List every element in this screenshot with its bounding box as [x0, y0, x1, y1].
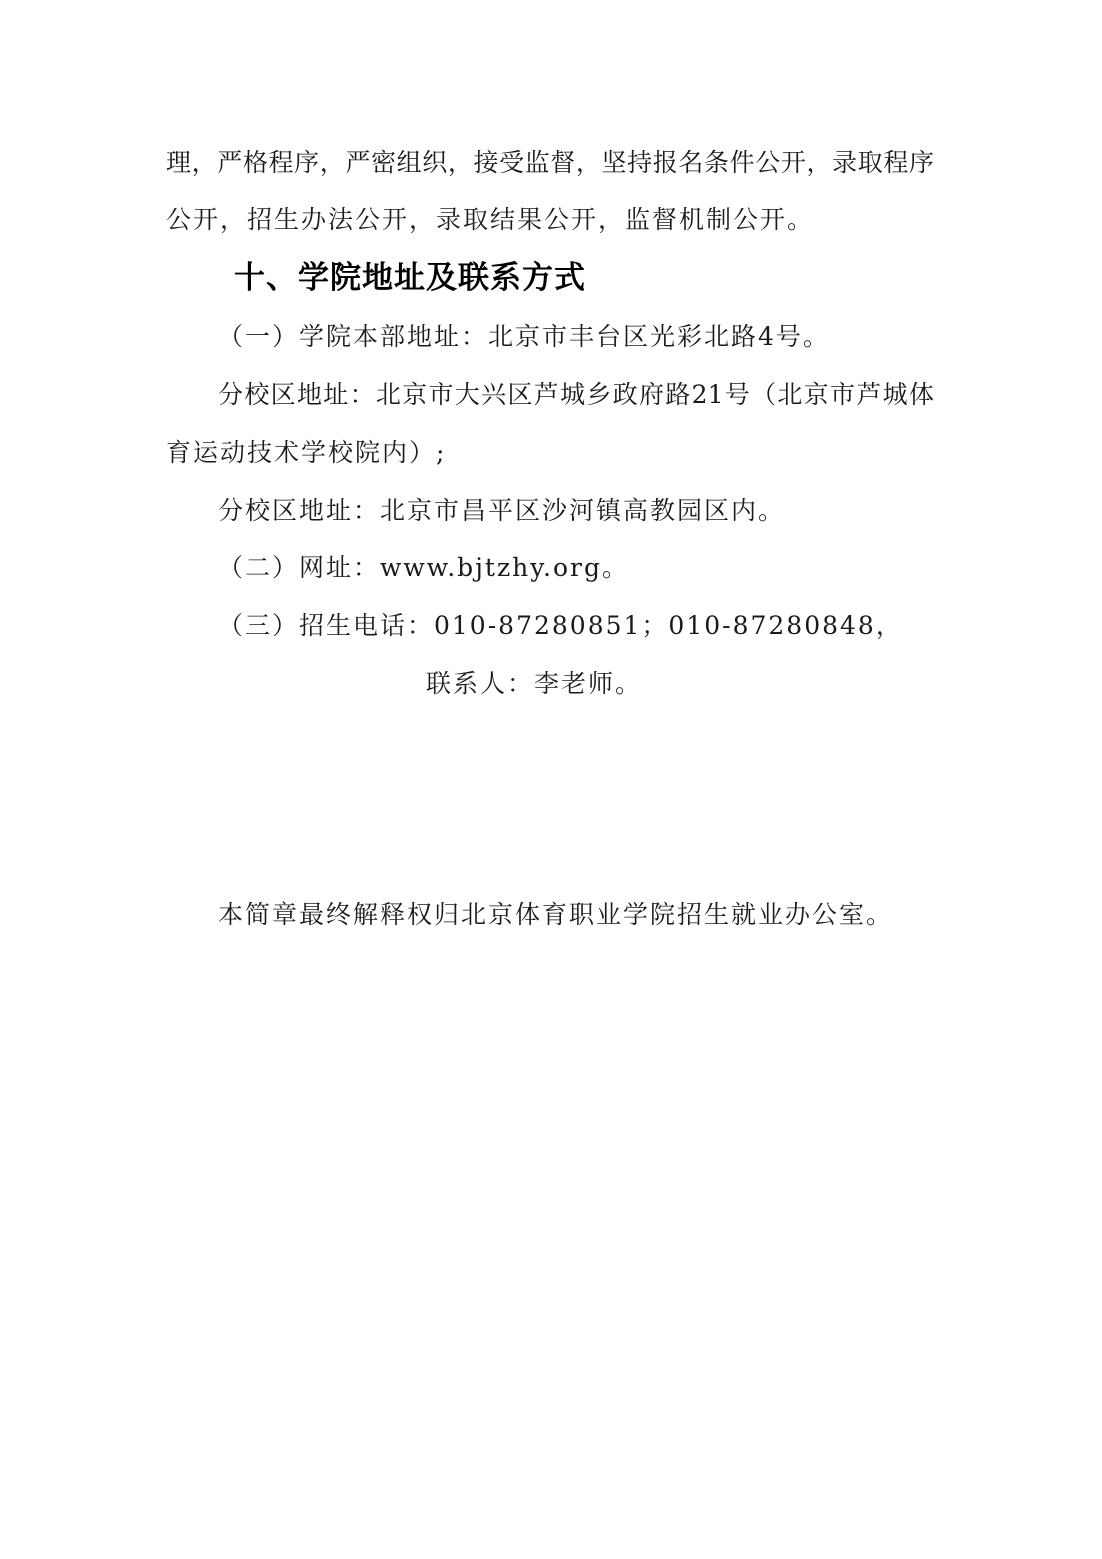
contact-person: 联系人：李老师。	[426, 669, 643, 698]
branch-campus-address-1: 分校区地址：北京市大兴区芦城乡政府路21号（北京市芦城体	[218, 380, 934, 409]
branch-campus-address-1-cont: 育运动技术学校院内）;	[166, 438, 447, 467]
footer-note: 本简章最终解释权归北京体育职业学院招生就业办公室。	[218, 900, 894, 929]
paragraph-line-1: 理，严格程序，严密组织，接受监督，坚持报名条件公开，录取程序	[166, 148, 934, 177]
website-line: （二）网址：www.bjtzhy.org。	[218, 553, 630, 582]
paragraph-line-2: 公开，招生办法公开，录取结果公开，监督机制公开。	[166, 205, 815, 234]
branch-campus-address-2: 分校区地址：北京市昌平区沙河镇高教园区内。	[218, 496, 786, 525]
main-campus-address: （一）学院本部地址：北京市丰台区光彩北路4号。	[218, 322, 830, 351]
section-heading: 十、学院地址及联系方式	[234, 260, 586, 296]
phone-line: （三）招生电话：010-87280851；010-87280848，	[218, 611, 903, 640]
